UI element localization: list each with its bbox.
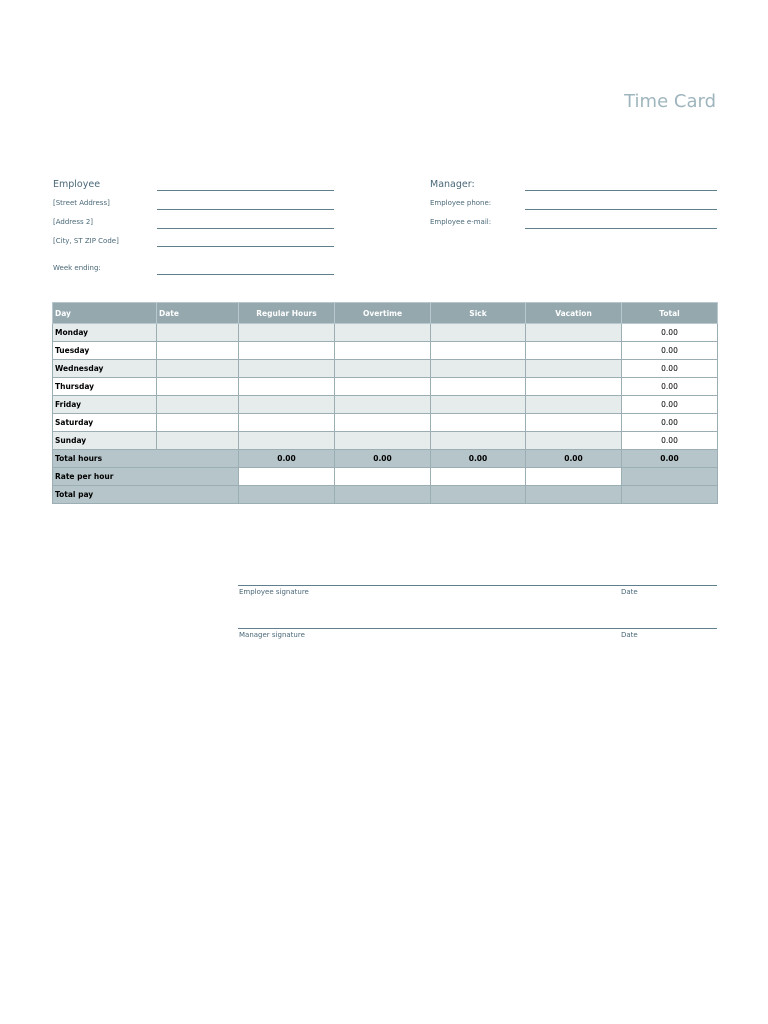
row-total-cell: 0.00 bbox=[622, 342, 718, 360]
table-row bbox=[53, 378, 718, 396]
rate-sick-cell[interactable] bbox=[431, 468, 526, 486]
col-header-day: Day bbox=[53, 303, 157, 324]
vacation-cell[interactable] bbox=[526, 342, 622, 360]
vacation-cell[interactable] bbox=[526, 414, 622, 432]
total-overtime: 0.00 bbox=[335, 450, 431, 468]
overtime-cell[interactable] bbox=[335, 396, 431, 414]
street-address-field[interactable] bbox=[157, 209, 334, 210]
employee-field[interactable] bbox=[157, 190, 334, 191]
total-vacation: 0.00 bbox=[526, 450, 622, 468]
col-header-sick: Sick bbox=[431, 303, 526, 324]
grand-total-hours: 0.00 bbox=[622, 450, 718, 468]
row-total-cell: 0.00 bbox=[622, 396, 718, 414]
address2-field[interactable] bbox=[157, 228, 334, 229]
row-total-cell: 0.00 bbox=[622, 432, 718, 450]
employee-phone-field[interactable] bbox=[525, 209, 717, 210]
col-header-overtime: Overtime bbox=[335, 303, 431, 324]
city-zip-label: [City, ST ZIP Code] bbox=[53, 237, 119, 245]
overtime-cell[interactable] bbox=[335, 378, 431, 396]
regular-hours-cell[interactable] bbox=[239, 378, 335, 396]
overtime-cell[interactable] bbox=[335, 324, 431, 342]
vacation-cell[interactable] bbox=[526, 324, 622, 342]
employee-signature-label: Employee signature bbox=[239, 588, 309, 596]
day-cell: Monday bbox=[53, 324, 157, 342]
sick-cell[interactable] bbox=[431, 378, 526, 396]
employee-email-label: Employee e-mail: bbox=[430, 218, 492, 226]
rate-total-cell bbox=[622, 468, 718, 486]
date-cell[interactable] bbox=[157, 324, 239, 342]
vacation-cell[interactable] bbox=[526, 432, 622, 450]
city-zip-field[interactable] bbox=[157, 246, 334, 247]
rate-overtime-cell[interactable] bbox=[335, 468, 431, 486]
total-sick: 0.00 bbox=[431, 450, 526, 468]
day-cell: Saturday bbox=[53, 414, 157, 432]
vacation-cell[interactable] bbox=[526, 360, 622, 378]
pay-vacation-cell bbox=[526, 486, 622, 504]
table-row bbox=[53, 324, 718, 342]
date-cell[interactable] bbox=[157, 360, 239, 378]
employee-label: Employee bbox=[53, 179, 101, 190]
regular-hours-cell[interactable] bbox=[239, 396, 335, 414]
manager-field[interactable] bbox=[525, 190, 717, 191]
sick-cell[interactable] bbox=[431, 414, 526, 432]
employee-signature-line[interactable] bbox=[238, 585, 717, 586]
total-pay-label: Total pay bbox=[53, 486, 239, 504]
row-total-cell: 0.00 bbox=[622, 414, 718, 432]
col-header-vacation: Vacation bbox=[526, 303, 622, 324]
col-header-date: Date bbox=[157, 303, 239, 324]
regular-hours-cell[interactable] bbox=[239, 360, 335, 378]
pay-total-cell bbox=[622, 486, 718, 504]
week-ending-label: Week ending: bbox=[53, 264, 101, 272]
page-title: Time Card bbox=[624, 91, 716, 112]
overtime-cell[interactable] bbox=[335, 414, 431, 432]
rate-per-hour-label: Rate per hour bbox=[53, 468, 239, 486]
rate-per-hour-row bbox=[53, 468, 718, 486]
day-cell: Sunday bbox=[53, 432, 157, 450]
date-cell[interactable] bbox=[157, 378, 239, 396]
date-cell[interactable] bbox=[157, 414, 239, 432]
street-address-label: [Street Address] bbox=[53, 199, 110, 207]
overtime-cell[interactable] bbox=[335, 342, 431, 360]
row-total-cell: 0.00 bbox=[622, 324, 718, 342]
sick-cell[interactable] bbox=[431, 324, 526, 342]
overtime-cell[interactable] bbox=[335, 432, 431, 450]
col-header-regular-hours: Regular Hours bbox=[239, 303, 335, 324]
pay-overtime-cell bbox=[335, 486, 431, 504]
table-row bbox=[53, 432, 718, 450]
sick-cell[interactable] bbox=[431, 360, 526, 378]
sick-cell[interactable] bbox=[431, 396, 526, 414]
regular-hours-cell[interactable] bbox=[239, 324, 335, 342]
rate-vacation-cell[interactable] bbox=[526, 468, 622, 486]
regular-hours-cell[interactable] bbox=[239, 432, 335, 450]
address2-label: [Address 2] bbox=[53, 218, 94, 226]
day-cell: Thursday bbox=[53, 378, 157, 396]
employee-email-field[interactable] bbox=[525, 228, 717, 229]
sick-cell[interactable] bbox=[431, 342, 526, 360]
table-row bbox=[53, 396, 718, 414]
regular-hours-cell[interactable] bbox=[239, 342, 335, 360]
row-total-cell: 0.00 bbox=[622, 360, 718, 378]
total-hours-label: Total hours bbox=[53, 450, 239, 468]
table-row bbox=[53, 414, 718, 432]
week-ending-field[interactable] bbox=[157, 274, 334, 275]
day-cell: Tuesday bbox=[53, 342, 157, 360]
date-cell[interactable] bbox=[157, 432, 239, 450]
date-cell[interactable] bbox=[157, 342, 239, 360]
overtime-cell[interactable] bbox=[335, 360, 431, 378]
date-cell[interactable] bbox=[157, 396, 239, 414]
row-total-cell: 0.00 bbox=[622, 378, 718, 396]
time-card-table bbox=[52, 302, 718, 504]
day-cell: Wednesday bbox=[53, 360, 157, 378]
employee-signature-date-label: Date bbox=[621, 588, 638, 596]
regular-hours-cell[interactable] bbox=[239, 414, 335, 432]
total-pay-row bbox=[53, 486, 718, 504]
col-header-total: Total bbox=[622, 303, 718, 324]
vacation-cell[interactable] bbox=[526, 396, 622, 414]
total-hours-row bbox=[53, 450, 718, 468]
manager-signature-date-label: Date bbox=[621, 631, 638, 639]
manager-signature-label: Manager signature bbox=[239, 631, 305, 639]
vacation-cell[interactable] bbox=[526, 378, 622, 396]
employee-phone-label: Employee phone: bbox=[430, 199, 492, 207]
manager-signature-line[interactable] bbox=[238, 628, 717, 629]
manager-label: Manager: bbox=[430, 179, 475, 190]
table-row bbox=[53, 342, 718, 360]
sick-cell[interactable] bbox=[431, 432, 526, 450]
table-header-row bbox=[53, 303, 718, 324]
total-regular-hours: 0.00 bbox=[239, 450, 335, 468]
pay-sick-cell bbox=[431, 486, 526, 504]
day-cell: Friday bbox=[53, 396, 157, 414]
pay-regular-cell bbox=[239, 486, 335, 504]
table-row bbox=[53, 360, 718, 378]
rate-regular-cell[interactable] bbox=[239, 468, 335, 486]
